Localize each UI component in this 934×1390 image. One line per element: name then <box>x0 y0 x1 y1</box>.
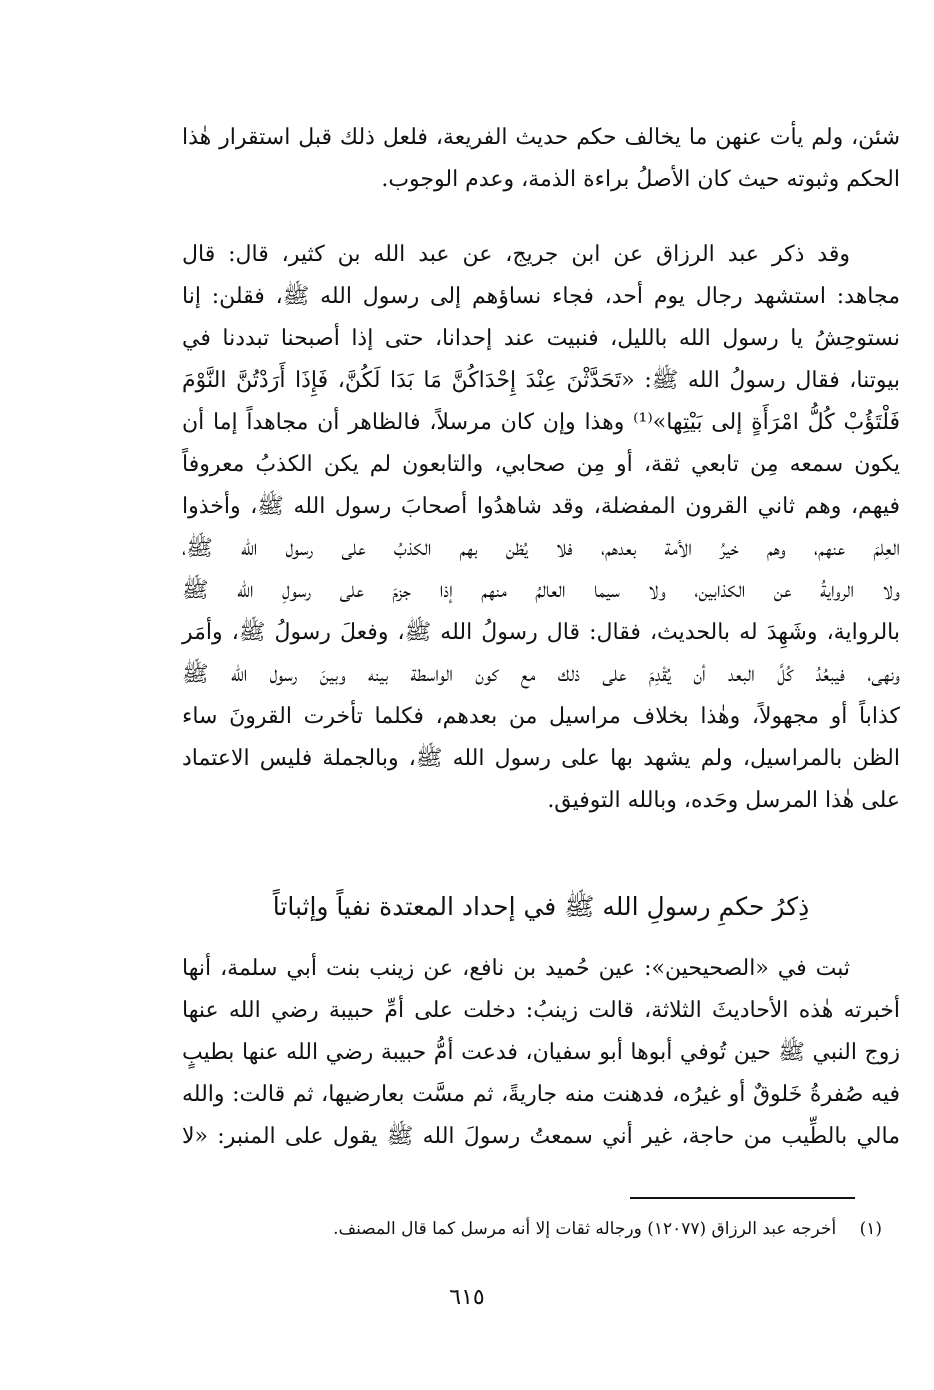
page-number: ٦١٥ <box>449 1285 485 1310</box>
paragraph-1 <box>182 117 900 201</box>
text-line: ولا الروايةُ عن الكذابين، ولا سيما العالمُ منهم إذا جزمَ على رسولِ الله ﷺ <box>182 578 900 603</box>
text-line: شئن، ولم يأت عنهن ما يخالف حكم حديث الفريعة، فلعل ذلك قبل استقرار هٰذا <box>182 125 900 150</box>
text-line: مالي بالطِّيب من حاجة، غير أني سمعتُ رسولَ الله ﷺ يقول على المنبر: «لا <box>182 1124 900 1149</box>
paragraph-2 <box>182 234 900 822</box>
text-line: وقد ذكر عبد الرزاق عن ابن جريج، عن عبد الله بن كثير، قال: قال <box>182 242 850 267</box>
text-line: زوج النبي ﷺ حين تُوفي أبوها أبو سفيان، فدعت أمُّ حبيبة رضي الله عنها بطيبٍ <box>182 1040 900 1065</box>
text-line: فَلْتَؤُبْ كُلُّ امْرَأَةٍ إلى بَيْتِها»⁽¹⁾ وهذا وإن كان مرسلاً، فالظاهر أن مجاهداً إما أن <box>182 410 900 435</box>
footnote <box>182 1214 882 1244</box>
footnote-divider <box>630 1197 855 1199</box>
footnote-number: (١) <box>859 1219 882 1239</box>
footnote-text: أخرجه عبد الرزاق (١٢٠٧٧) ورجاله ثقات إلا أنه مرسل كما قال المصنف. <box>333 1219 837 1239</box>
text-line: بالرواية، وشَهِدَ له بالحديث، فقال: قال رسولُ الله ﷺ، وفعلَ رسولُ ﷺ، وأمَر <box>182 620 900 645</box>
text-line: الظن بالمراسيل، ولم يشهد بها على رسول الله ﷺ، وبالجملة فليس الاعتماد <box>182 746 900 771</box>
text-line: فيه صُفرةُ خَلوقٌ أو غيرُه، فدهنت منه جاريةً، ثم مسَّت بعارضيها، ثم قالت: والله <box>182 1082 900 1107</box>
text-line: الحكم وثبوته حيث كان الأصلُ براءة الذمة، وعدم الوجوب. <box>381 167 900 192</box>
text-line: يكون سمعه مِن تابعي ثقة، أو مِن صحابي، والتابعون لم يكن الكذبُ معروفاً <box>182 452 900 477</box>
section-heading: ذِكرُ حكمِ رسولِ الله ﷺ في إحداد المعتدة نفياً وإثباتاً <box>272 892 810 921</box>
text-line: بيوتنا، فقال رسولُ الله ﷺ: «تَحَدَّثْنَ عِنْدَ إِحْدَاكُنَّ مَا بَدَا لَكُنَّ، فَإِذَا أَرَدْتُنَّ النَّوْمَ <box>182 368 900 393</box>
paragraph-3 <box>182 948 900 1158</box>
text-line: فيهم، وهم ثاني القرون المفضلة، وقد شاهدُوا أصحابَ رسول الله ﷺ، وأخذوا <box>182 494 900 519</box>
text-line: ونهى، فيبعُدُ كُلَّ البعد أن يُقْدِمَ على ذلك مع كون الواسطة بينه وبينَ رسول الله ﷺ <box>182 662 900 687</box>
text-line: نستوحِشُ يا رسول الله بالليل، فنبيت عند إحدانا، حتى إذا أصبحنا تبددنا في <box>182 326 900 351</box>
text-line: على هٰذا المرسل وحَده، وبالله التوفيق. <box>547 788 900 813</box>
text-line: العِلمَ عنهم، وهم خيرُ الأمة بعدهم، فلا يُظن بهم الكذبُ على رسول الله ﷺ، <box>182 536 900 561</box>
text-line: ثبت في «الصحيحين»: عين حُميد بن نافع، عن زينب بنت أبي سلمة، أنها <box>182 956 850 981</box>
text-line: كذاباً أو مجهولاً، وهٰذا بخلاف مراسيل من بعدهم، فكلما تأخرت القرونَ ساء <box>182 704 900 729</box>
text-line: مجاهد: استشهد رجال يوم أحد، فجاء نساؤهم إلى رسول الله ﷺ، فقلن: إنا <box>182 284 900 309</box>
text-line: أخبرته هٰذه الأحاديثَ الثلاثة، قالت زينبُ: دخلت على أمِّ حبيبة رضي الله عنها <box>182 998 900 1023</box>
